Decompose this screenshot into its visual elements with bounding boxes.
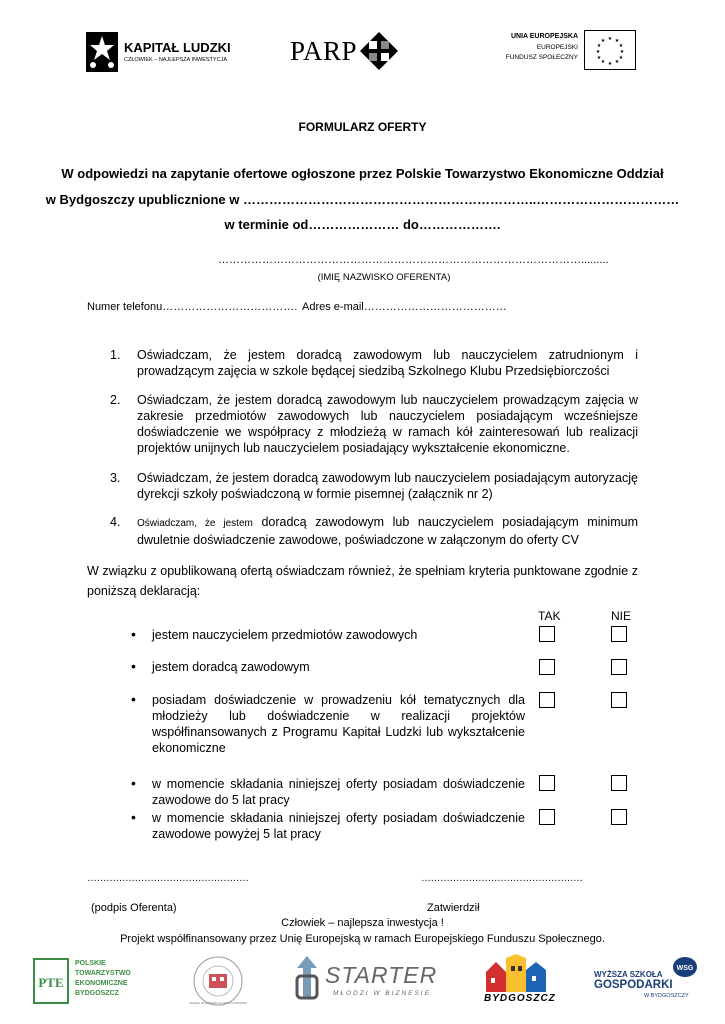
- bullet-icon: •: [131, 691, 136, 707]
- eu-line2: EUROPEJSKI: [536, 44, 578, 51]
- svg-text:★: ★: [614, 38, 620, 44]
- intro-line-3: w terminie od………………… do……………….: [224, 217, 501, 232]
- declaration-item-3: [110, 470, 638, 502]
- pte-line2: TOWARZYSTWO: [75, 970, 131, 977]
- pte-logo: [33, 956, 153, 1006]
- criterion-3-yes-checkbox[interactable]: [539, 692, 555, 708]
- criterion-3-no-checkbox[interactable]: [611, 692, 627, 708]
- bydgoszcz-logo: [480, 954, 560, 1008]
- bullet-icon: •: [131, 658, 136, 674]
- criterion-2-yes-checkbox[interactable]: [539, 659, 555, 675]
- criterion-text: w momencie składania niniejszej oferty posiadam doświadczenie zawodowe do 5 lat pracy: [152, 777, 525, 807]
- svg-text:★: ★: [600, 59, 606, 65]
- signature-line-right[interactable]: ……………………………………………: [421, 873, 583, 884]
- starter-name: STARTER: [325, 962, 438, 988]
- criterion-4-yes-checkbox[interactable]: [539, 775, 555, 791]
- kapital-ludzki-title: KAPITAŁ LUDZKI: [124, 40, 231, 55]
- parp-text: PARP: [290, 36, 358, 66]
- bydgoszcz-label: BYDGOSZCZ: [484, 993, 556, 1004]
- criterion-1-yes-checkbox[interactable]: [539, 626, 555, 642]
- declaration-prefix: Oświadczam, że jestem: [137, 518, 253, 529]
- eu-line1: UNIA EUROPEJSKA: [510, 33, 578, 40]
- pte-emblem-icon: [33, 958, 69, 1004]
- parp-logo: [290, 32, 405, 70]
- kapital-ludzki-emblem-icon: [84, 30, 120, 74]
- criterion-4-no-checkbox[interactable]: [611, 775, 627, 791]
- svg-text:★: ★: [607, 61, 613, 67]
- declaration-text: Oświadczam, że jestem doradcą zawodowym lub nauczycielem prowadzącym zajęcia w zakresie przedmiotów zawodowych lub nauczycielem posiadającym wcześniejsze doświadczenie we współpracy z młodzieżą w ramach kół zainteresowań lub realizacji projektów unijnych lub nauczycielem posiadający wykształcenie ekonomiczne.: [137, 393, 638, 455]
- signature-label-left: (podpis Oferenta): [91, 902, 177, 914]
- svg-text:★: ★: [600, 38, 606, 44]
- pte-mark: PTE: [38, 975, 64, 990]
- header-yes: TAK: [538, 609, 561, 623]
- wsg-mark: WSG: [676, 965, 694, 972]
- criterion-1-no-checkbox[interactable]: [611, 626, 627, 642]
- parp-diamond-icon: [358, 32, 400, 70]
- declaration-number: 4.: [110, 515, 121, 529]
- starter-tagline: MŁODZI W BIZNESIE: [333, 990, 431, 997]
- declaration-number: 1.: [110, 348, 121, 362]
- name-field-dots[interactable]: ……………………………………………………………………………………….........: [218, 254, 609, 266]
- criterion-text: jestem doradcą zawodowym: [152, 660, 310, 674]
- svg-text:★: ★: [596, 55, 602, 61]
- pte-line1: POLSKIE: [75, 960, 106, 967]
- form-title: FORMULARZ OFERTY: [298, 120, 427, 134]
- svg-text:★: ★: [619, 49, 625, 55]
- eu-logo: [498, 30, 638, 72]
- criterion-text: jestem nauczycielem przedmiotów zawodowych: [152, 628, 418, 642]
- criterion-5-yes-checkbox[interactable]: [539, 809, 555, 825]
- wsg-line1: WYŻSZA SZKOŁA: [594, 970, 663, 979]
- declaration-number: 2.: [110, 393, 121, 407]
- bullet-icon: •: [131, 809, 136, 825]
- declaration-text: Oświadczam, że jestem doradcą zawodowym lub nauczycielem posiadającym autoryzację dyrekcji szkoły poświadczoną w formie pisemnej (załącznik nr 2): [137, 471, 638, 501]
- footer-slogan: Człowiek – najlepsza inwestycja !: [281, 917, 444, 929]
- declaration-item-2: [110, 392, 638, 456]
- kapital-ludzki-logo: [84, 30, 244, 74]
- signature-line-left[interactable]: ……………………………………………: [87, 873, 249, 884]
- pte-line3: EKONOMICZNE: [75, 980, 128, 987]
- declaration-item-4: [110, 514, 638, 548]
- starter-emblem-icon: [293, 954, 321, 1000]
- zwiazek-seal-icon: [178, 955, 258, 1007]
- header-no: NIE: [611, 609, 632, 623]
- phone-field[interactable]: Numer telefonu……………………………….: [87, 301, 298, 313]
- declaration-item-1: [110, 347, 638, 379]
- intro-line-1: W odpowiedzi na zapytanie ofertowe ogłoszone przez Polskie Towarzystwo Ekonomiczne Oddział: [61, 166, 664, 181]
- starter-logo: [293, 952, 438, 1004]
- wsg-line2: GOSPODARKI: [594, 979, 673, 991]
- svg-text:★: ★: [618, 43, 624, 49]
- svg-text:★: ★: [618, 55, 624, 61]
- svg-text:★: ★: [614, 59, 620, 65]
- declaration-text: doradcą zawodowym lub nauczycielem posiadającym minimum dwuletnie doświadczenie zawodowe, poświadczone w załączonym do oferty CV: [137, 515, 638, 547]
- svg-text:★: ★: [596, 43, 602, 49]
- email-field[interactable]: Adres e-mail…………………………………: [302, 301, 507, 313]
- svg-text:★: ★: [607, 36, 613, 42]
- eu-flag-icon: [584, 30, 636, 70]
- wsg-badge-icon: [672, 956, 698, 978]
- bullet-icon: •: [131, 626, 136, 642]
- kapital-ludzki-subtitle: CZŁOWIEK – NAJLEPSZA INWESTYCJA: [124, 57, 227, 63]
- criterion-text: w momencie składania niniejszej oferty posiadam doświadczenie zawodowe powyżej 5 lat pracy: [152, 811, 525, 841]
- eu-line3: FUNDUSZ SPOŁECZNY: [505, 54, 578, 61]
- pte-line4: BYDGOSZCZ: [75, 990, 119, 997]
- criterion-2-no-checkbox[interactable]: [611, 659, 627, 675]
- zwiazek-ring-text: ZWIĄZEK WOJEWÓDZKI KUJAWSKO-POMORSKI: [189, 1002, 247, 1005]
- zwiazek-logo: [178, 955, 258, 1007]
- summary-paragraph: W związku z opublikowaną ofertą oświadczam również, że spełniam kryteria punktowane zgodnie z poniższą deklaracją:: [87, 564, 638, 598]
- wsg-line3: W BYDGOSZCZY: [644, 993, 689, 999]
- name-caption: (IMIĘ NAZWISKO OFERENTA): [317, 272, 451, 283]
- declaration-number: 3.: [110, 471, 121, 485]
- footer-project-note: Projekt współfinansowany przez Unię Europejską w ramach Europejskiego Funduszu Społecznego.: [120, 933, 605, 945]
- declaration-text: Oświadczam, że jestem doradcą zawodowym lub nauczycielem zatrudnionym i prowadzącym zajęcia w szkole będącej siedzibą Szkolnego Klubu Przedsiębiorczości: [137, 348, 638, 378]
- bullet-icon: •: [131, 775, 136, 791]
- intro-line-2: w Bydgoszczy upublicznione w …………………………………………………………..……………………………: [45, 192, 680, 207]
- signature-label-right: Zatwierdził: [427, 902, 480, 914]
- bydgoszcz-houses-icon: [480, 954, 558, 994]
- svg-text:★: ★: [595, 49, 601, 55]
- criterion-5-no-checkbox[interactable]: [611, 809, 627, 825]
- wsg-logo: [592, 956, 702, 1002]
- criterion-text: posiadam doświadczenie w prowadzeniu kół tematycznych dla młodzieży lub doświadczenie w realizacji projektów współfinansowanych z Programu Kapitał Ludzki lub wykształcenie ekonomiczne: [152, 693, 525, 755]
